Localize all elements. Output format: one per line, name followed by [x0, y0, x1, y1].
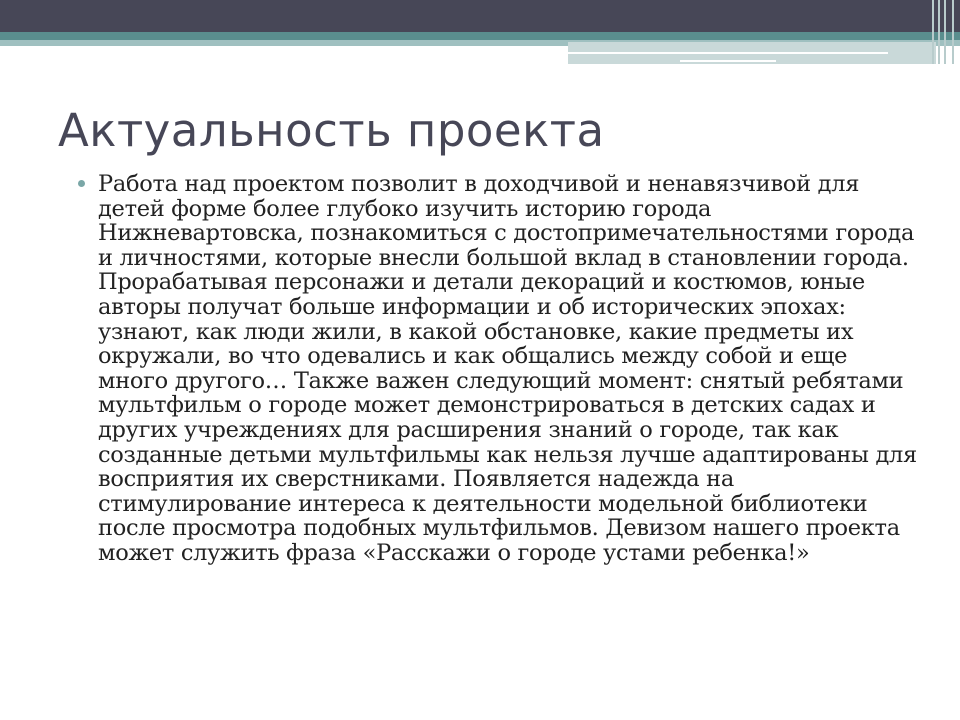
header-teal-stripe: [0, 32, 960, 40]
header-band: [0, 0, 960, 32]
header-vertical-bars: [928, 0, 960, 64]
header-accent-line: [568, 52, 888, 54]
slide-title: Актуальность проекта: [58, 104, 605, 157]
bullet-text: Работа над проектом позволит в доходчивой и ненавязчивой для детей форме более глубоко изучить историю города Нижневартовска, познакомиться с достопримечательностями города и личностями, которые внесли большой вклад в становлении города. Прорабатывая персонажи и детали декораций и костюмов, юные авторы получат больше информации и об исторических эпохах: узнают, как люди жили, в какой обстановке, какие предметы их окружали, во что одевались и как общались между собой и еще много другого… Также важен следующий момент: снятый ребятами мультфильм о городе может демонстрироваться в детских садах и других учреждениях для расширения знаний о городе, так как созданные детьми мультфильмы как нельзя лучше адаптированы для восприятия их сверстниками. Появляется надежда на стимулирование интереса к деятельности модельной библиотеки после просмотра подобных мультфильмов. Девизом нашего проекта может служить фраза «Расскажи о городе устами ребенка!»: [98, 171, 917, 566]
header-accent-line-short: [680, 60, 776, 62]
bullet-list: [78, 172, 918, 566]
bullet-dot-icon: [78, 180, 85, 187]
